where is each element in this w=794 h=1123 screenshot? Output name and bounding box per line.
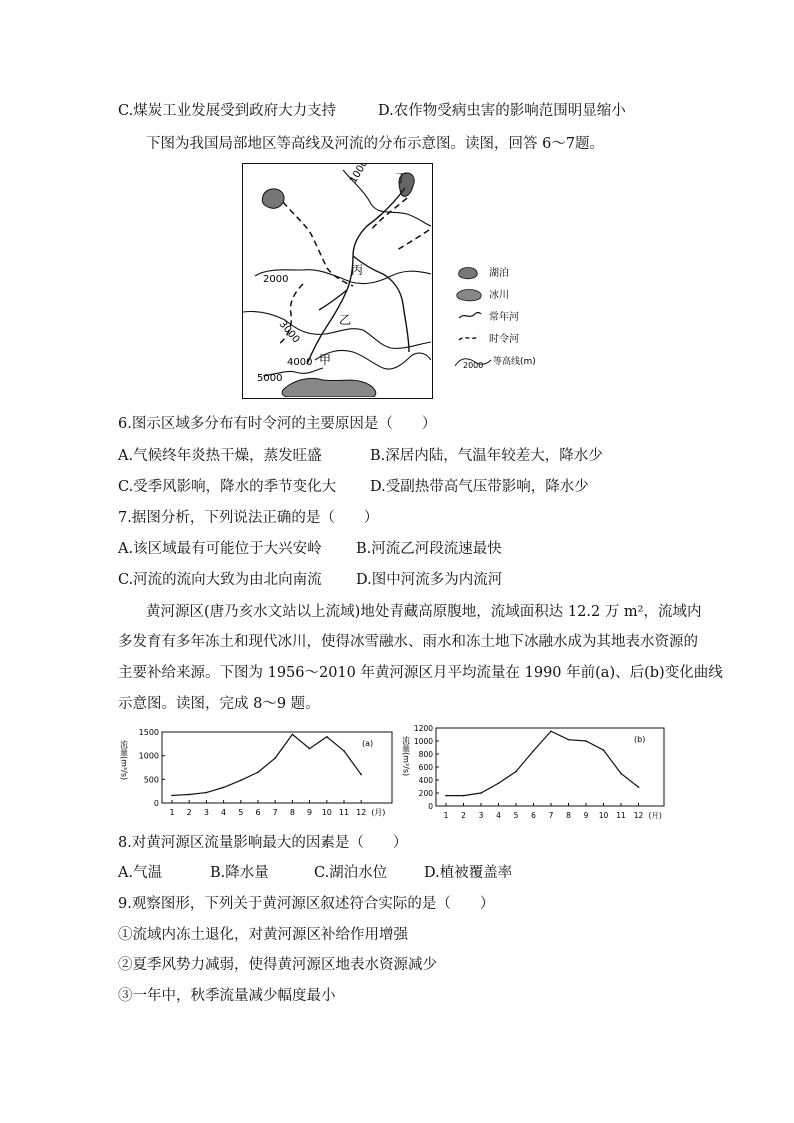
data-point xyxy=(326,736,328,738)
contour-3000 xyxy=(243,311,431,348)
data-point xyxy=(480,792,482,794)
data-point xyxy=(533,750,535,752)
q6-option-d: D.受副热带高气压带影响，降水少 xyxy=(370,479,589,495)
data-point xyxy=(638,786,640,788)
q5-option-d: D.农作物受病虫害的影响范围明显缩小 xyxy=(378,103,626,119)
q5-option-c: C.煤炭工业发展受到政府大力支持 xyxy=(118,103,337,119)
intro-q6-7: 下图为我国局部地区等高线及河流的分布示意图。读图，回答 6～7题。 xyxy=(146,136,605,152)
x-tick-label: 1 xyxy=(443,811,449,820)
x-tick-label: 10 xyxy=(598,811,609,820)
map-drawing xyxy=(243,164,431,397)
seasonal-river-icon xyxy=(459,336,479,340)
y-tick-label: 0 xyxy=(428,802,433,811)
y-tick-label: 1500 xyxy=(138,728,159,737)
x-axis-unit: (月) xyxy=(371,808,386,817)
x-tick-label: 8 xyxy=(566,811,571,820)
data-point xyxy=(603,749,605,751)
perennial-river-icon xyxy=(459,313,481,319)
seasonal-river xyxy=(371,198,407,230)
legend-drawing xyxy=(455,262,565,377)
q7-option-c: C.河流的流向大致为由北向南流 xyxy=(118,572,322,588)
passage-line-1: 黄河源区(唐乃亥水文站以上流域)地处青藏高原腹地，流域面积达 12.2 万 m²，流域内 xyxy=(146,604,702,620)
x-tick-label: 3 xyxy=(203,808,209,817)
passage-line-4: 示意图。读图，完成 8～9 题。 xyxy=(118,696,320,712)
y-tick-label: 500 xyxy=(143,775,159,785)
data-point xyxy=(568,739,570,741)
x-tick-label: 1 xyxy=(169,808,175,817)
y-axis-label: 流量(m³/s) xyxy=(401,736,411,777)
map-legend xyxy=(455,262,565,377)
y-tick-label: 400 xyxy=(418,776,433,785)
contour-river-map xyxy=(242,163,433,399)
legend-label-lake: 湖泊 xyxy=(489,268,509,279)
q7-option-d: D.图中河流多为内流河 xyxy=(356,572,503,588)
glacier-icon xyxy=(457,290,482,301)
q8-option-d: D.植被覆盖率 xyxy=(424,865,513,881)
x-tick-label: 12 xyxy=(356,808,367,817)
x-tick-label: 2 xyxy=(186,808,192,817)
legend-label-contour: 等高线(m) xyxy=(493,357,536,367)
glacier-shape-south xyxy=(282,378,376,397)
data-point xyxy=(206,792,208,794)
legend-label-seasonal: 时令河 xyxy=(489,334,519,345)
data-point xyxy=(223,787,225,789)
x-tick-label: 6 xyxy=(531,811,536,820)
x-tick-label: 9 xyxy=(307,808,313,817)
x-tick-label: 7 xyxy=(548,811,554,820)
place-label-jia: 甲 xyxy=(319,353,332,367)
legend-label-perennial: 常年河 xyxy=(489,312,519,323)
flow-chart-a-svg xyxy=(116,722,394,822)
y-tick-label: 0 xyxy=(153,799,159,808)
contour-4000 xyxy=(315,350,431,369)
panel-label: (a) xyxy=(362,739,374,748)
data-point xyxy=(360,774,362,776)
plot-frame xyxy=(162,732,392,803)
data-point xyxy=(585,740,587,742)
data-point xyxy=(343,750,345,752)
q7-option-a: A.该区域最有可能位于大兴安岭 xyxy=(118,541,322,557)
x-tick-label: 10 xyxy=(321,808,332,817)
y-tick-label: 200 xyxy=(418,789,433,798)
contour-label-5000: 5000 xyxy=(257,373,283,384)
data-point xyxy=(257,771,259,773)
q8-stem: 8.对黄河源区流量影响最大的因素是（ ） xyxy=(118,835,408,851)
q9-statement-2: ②夏季风势力减弱，使得黄河源区地表水资源减少 xyxy=(118,957,437,973)
flow-chart-a xyxy=(116,722,394,822)
place-label-yi: 乙 xyxy=(339,313,352,327)
data-point xyxy=(620,773,622,775)
lake-icon xyxy=(459,268,478,279)
contour-label-4000: 4000 xyxy=(287,357,313,368)
data-point xyxy=(463,795,465,797)
q6-option-c: C.受季风影响，降水的季节变化大 xyxy=(118,479,337,495)
x-tick-label: 3 xyxy=(478,811,484,820)
data-point xyxy=(550,730,552,732)
q8-option-a: A.气温 xyxy=(118,865,163,881)
x-tick-label: 4 xyxy=(221,808,227,817)
y-tick-label: 1200 xyxy=(413,724,433,733)
q8-option-b: B.降水量 xyxy=(210,865,269,881)
x-tick-label: 9 xyxy=(583,811,589,820)
x-tick-label: 11 xyxy=(338,808,350,817)
flow-chart-b xyxy=(398,720,678,824)
y-axis-label: 流量(m³/s) xyxy=(119,740,129,781)
q8-option-c: C.湖泊水位 xyxy=(314,865,388,881)
y-tick-label: 1000 xyxy=(413,737,433,746)
y-tick-label: 800 xyxy=(418,750,433,759)
data-point xyxy=(515,771,517,773)
passage-line-3: 主要补给来源。下图为 1956～2010 年黄河源区月平均流量在 1990 年前(a)、后(b)变化曲线 xyxy=(118,665,723,681)
q7-stem: 7.据图分析，下列说法正确的是（ ） xyxy=(118,510,379,526)
q9-statement-1: ①流域内冻土退化，对黄河源区补给作用增强 xyxy=(118,927,408,943)
x-tick-label: 5 xyxy=(513,811,519,820)
panel-label: (b) xyxy=(634,735,646,744)
contour-label-2000: 2000 xyxy=(263,274,289,285)
x-axis-unit: (月) xyxy=(648,811,662,820)
seasonal-river xyxy=(283,202,353,286)
data-point xyxy=(309,748,311,750)
x-tick-label: 7 xyxy=(272,808,278,817)
data-point xyxy=(171,795,173,797)
x-tick-label: 11 xyxy=(616,811,626,820)
data-point xyxy=(240,779,242,781)
data-point xyxy=(188,794,190,796)
x-tick-label: 6 xyxy=(255,808,261,817)
flow-chart-b-svg xyxy=(398,720,678,824)
place-label-ding: 丁 xyxy=(395,171,408,185)
legend-contour-sample: 2000 xyxy=(463,361,484,370)
q6-stem: 6.图示区域多分布有时令河的主要原因是（ ） xyxy=(118,416,437,432)
q6-option-b: B.深居内陆，气温年较差大，降水少 xyxy=(370,448,603,464)
series-line xyxy=(446,731,639,795)
x-tick-label: 12 xyxy=(633,811,644,820)
lake-shape xyxy=(262,189,284,208)
q9-statement-3: ③一年中，秋季流量减少幅度最小 xyxy=(118,988,336,1004)
data-point xyxy=(445,795,447,797)
place-label-bing: 丙 xyxy=(351,263,364,277)
q6-option-a: A.气候终年炎热干燥，蒸发旺盛 xyxy=(118,448,322,464)
x-tick-label: 5 xyxy=(238,808,244,817)
y-tick-label: 1000 xyxy=(138,751,159,761)
seasonal-river xyxy=(397,230,429,250)
y-tick-label: 600 xyxy=(418,763,433,772)
q9-stem: 9.观察图形，下列关于黄河源区叙述符合实际的是（ ） xyxy=(118,896,495,912)
data-point xyxy=(292,734,294,736)
data-point xyxy=(498,782,500,784)
data-point xyxy=(274,757,276,759)
passage-line-2: 多发育有多年冻土和现代冰川，使得冰雪融水、雨水和冻土地下冰融水成为其地表水资源的 xyxy=(118,634,698,650)
x-tick-label: 2 xyxy=(461,811,466,820)
legend-label-glacier: 冰川 xyxy=(489,290,509,301)
x-tick-label: 8 xyxy=(289,808,295,817)
contour-label-3000: 3000 xyxy=(276,318,302,346)
q7-option-b: B.河流乙河段流速最快 xyxy=(356,541,502,557)
x-tick-label: 4 xyxy=(496,811,501,820)
contour-label-1000: 1000 xyxy=(348,164,371,186)
series-line xyxy=(172,734,361,795)
